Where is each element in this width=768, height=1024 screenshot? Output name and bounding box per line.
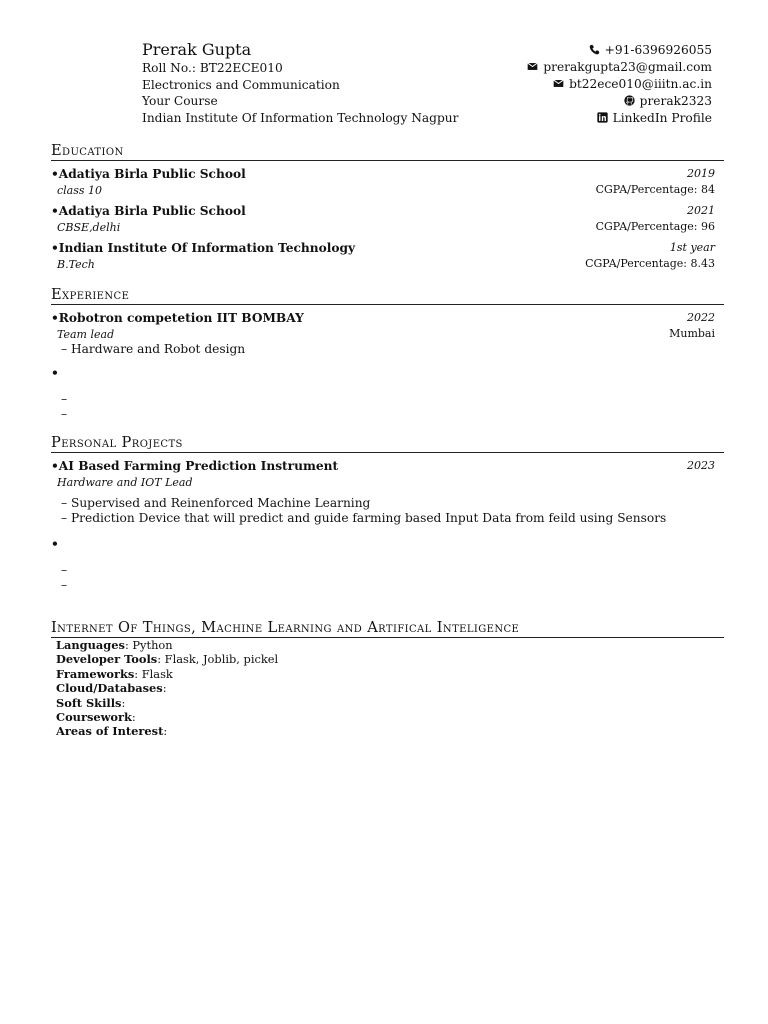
bullet-icon: •: [51, 241, 59, 255]
github-link[interactable]: [527, 93, 712, 110]
experience-entry: [51, 310, 724, 357]
education-score: CGPA/Percentage: 96: [595, 220, 715, 233]
project-entry: [51, 458, 724, 526]
project-empty-entry: [51, 536, 724, 593]
education-year: 1st year: [669, 241, 715, 254]
bullet-icon: •: [51, 366, 59, 380]
personal-email-link[interactable]: [527, 59, 712, 76]
candidate-name: Prerak Gupta: [142, 40, 252, 59]
skills-section: [51, 619, 724, 638]
bullet-icon: •: [51, 204, 59, 218]
skill-item: Soft Skills:: [56, 695, 126, 710]
experience-empty-point: –: [61, 392, 68, 406]
project-empty-point: –: [61, 578, 68, 592]
skill-item: Cloud/Databases:: [56, 681, 167, 696]
project-name: AI Based Farming Prediction Instrument: [58, 459, 339, 473]
experience-year: 2022: [687, 311, 715, 324]
experience-section: [51, 286, 724, 422]
linkedin-icon: [597, 112, 608, 123]
project-point: – Prediction Device that will predict and guide farming based Input Data from feild using Sensors: [61, 511, 667, 525]
phone-contact[interactable]: [527, 42, 712, 59]
education-score: CGPA/Percentage: 8.43: [585, 257, 715, 270]
education-heading: Education: [51, 142, 724, 161]
project-role: Hardware and IOT Lead: [57, 476, 193, 489]
project-empty-point: –: [61, 563, 68, 577]
experience-location: Mumbai: [669, 327, 715, 340]
skill-item: Frameworks: Flask: [56, 666, 173, 681]
school-name: Indian Institute Of Information Technology: [58, 241, 356, 255]
school-name: Adatiya Birla Public School: [58, 204, 246, 218]
skill-item: Areas of Interest:: [56, 724, 168, 739]
skill-item: Coursework:: [56, 709, 136, 724]
college-email-link[interactable]: [527, 76, 712, 93]
envelope-icon: [553, 78, 564, 89]
education-detail: class 10: [57, 184, 103, 197]
education-year: 2019: [687, 167, 715, 180]
education-detail: B.Tech: [57, 258, 95, 271]
institute: Indian Institute Of Information Technology Nagpur: [142, 110, 459, 125]
experience-point: – Hardware and Robot design: [61, 342, 246, 356]
education-section: [51, 142, 724, 272]
phone-text: +91-6396926055: [604, 43, 712, 57]
education-year: 2021: [687, 204, 715, 217]
roll-number: Roll No.: BT22ECE010: [142, 61, 283, 75]
projects-section: [51, 434, 724, 593]
linkedin-link[interactable]: [527, 110, 712, 127]
education-detail: CBSE,delhi: [57, 221, 121, 234]
skills-list: [56, 638, 278, 739]
education-score: CGPA/Percentage: 84: [595, 183, 715, 196]
school-name: Adatiya Birla Public School: [58, 167, 246, 181]
skill-item: Languages: Python: [56, 638, 173, 652]
personal-email-text: prerakgupta23@gmail.com: [543, 60, 712, 74]
college-email-text: bt22ece010@iiitn.ac.in: [569, 77, 712, 91]
bullet-icon: •: [51, 311, 59, 325]
github-text: prerak2323: [639, 94, 712, 108]
project-point: – Supervised and Reinenforced Machine Learning: [61, 496, 371, 510]
header-contacts: [527, 42, 712, 127]
github-icon: [624, 95, 635, 106]
linkedin-text: LinkedIn Profile: [612, 111, 712, 125]
experience-empty-entry: [51, 365, 724, 422]
projects-heading: Personal Projects: [51, 434, 724, 453]
skill-item: Developer Tools: Flask, Joblib, pickel: [56, 652, 279, 667]
education-entry: [51, 166, 724, 198]
experience-empty-point: –: [61, 407, 68, 421]
branch: Electronics and Communication: [142, 77, 340, 92]
header-left: [142, 40, 458, 126]
phone-icon: [589, 44, 600, 55]
bullet-icon: •: [51, 459, 59, 473]
experience-role: Team lead: [57, 328, 115, 341]
experience-name: Robotron competetion IIT BOMBAY: [58, 311, 304, 325]
course: Your Course: [142, 94, 218, 108]
education-entry: [51, 240, 724, 272]
skills-heading: Internet Of Things, Machine Learning and Artifical Inteligence: [51, 619, 724, 638]
bullet-icon: •: [51, 537, 59, 551]
education-entry: [51, 203, 724, 235]
experience-heading: Experience: [51, 286, 724, 305]
bullet-icon: •: [51, 167, 59, 181]
envelope-icon: [527, 61, 538, 72]
project-year: 2023: [687, 459, 715, 472]
